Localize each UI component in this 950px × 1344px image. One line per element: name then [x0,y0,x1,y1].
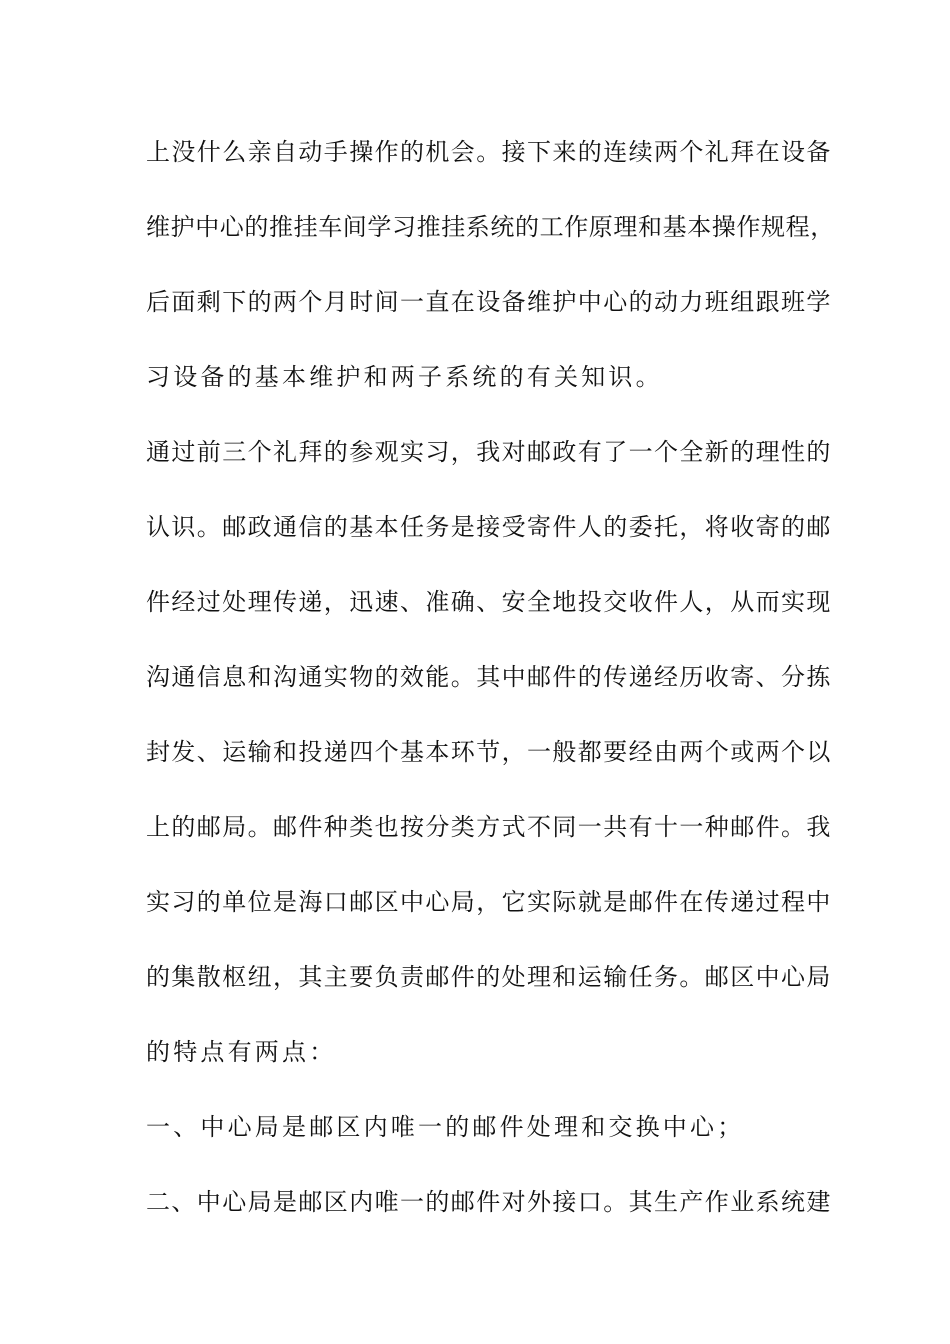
text-line: 封发、运输和投递四个基本环节，一般都要经由两个或两个以 [146,738,832,766]
text-line: 件经过处理传递，迅速、准确、安全地投交收件人，从而实现 [146,588,832,616]
text-line: 的集散枢纽，其主要负责邮件的处理和运输任务。邮区中心局 [146,963,832,991]
text-line: 习设备的基本维护和两子系统的有关知识。 [146,363,663,391]
text-line: 上的邮局。邮件种类也按分类方式不同一共有十一种邮件。我 [146,813,832,841]
text-line: 认识。邮政通信的基本任务是接受寄件人的委托，将收寄的邮 [146,513,832,541]
text-line: 沟通信息和沟通实物的效能。其中邮件的传递经历收寄、分拣 [146,663,832,691]
text-line: 实习的单位是海口邮区中心局，它实际就是邮件在传递过程中 [146,888,832,916]
text-line: 后面剩下的两个月时间一直在设备维护中心的动力班组跟班学 [146,288,832,316]
text-line: 维护中心的推挂车间学习推挂系统的工作原理和基本操作规程， [146,213,835,241]
text-line: 上没什么亲自动手操作的机会。接下来的连续两个礼拜在设备 [146,138,832,166]
text-line: 的特点有两点： [146,1038,337,1066]
text-line: 一、中心局是邮区内唯一的邮件处理和交换中心； [146,1113,745,1141]
text-line: 二、中心局是邮区内唯一的邮件对外接口。其生产作业系统建 [146,1188,832,1216]
text-line: 通过前三个礼拜的参观实习，我对邮政有了一个全新的理性的 [146,438,832,466]
